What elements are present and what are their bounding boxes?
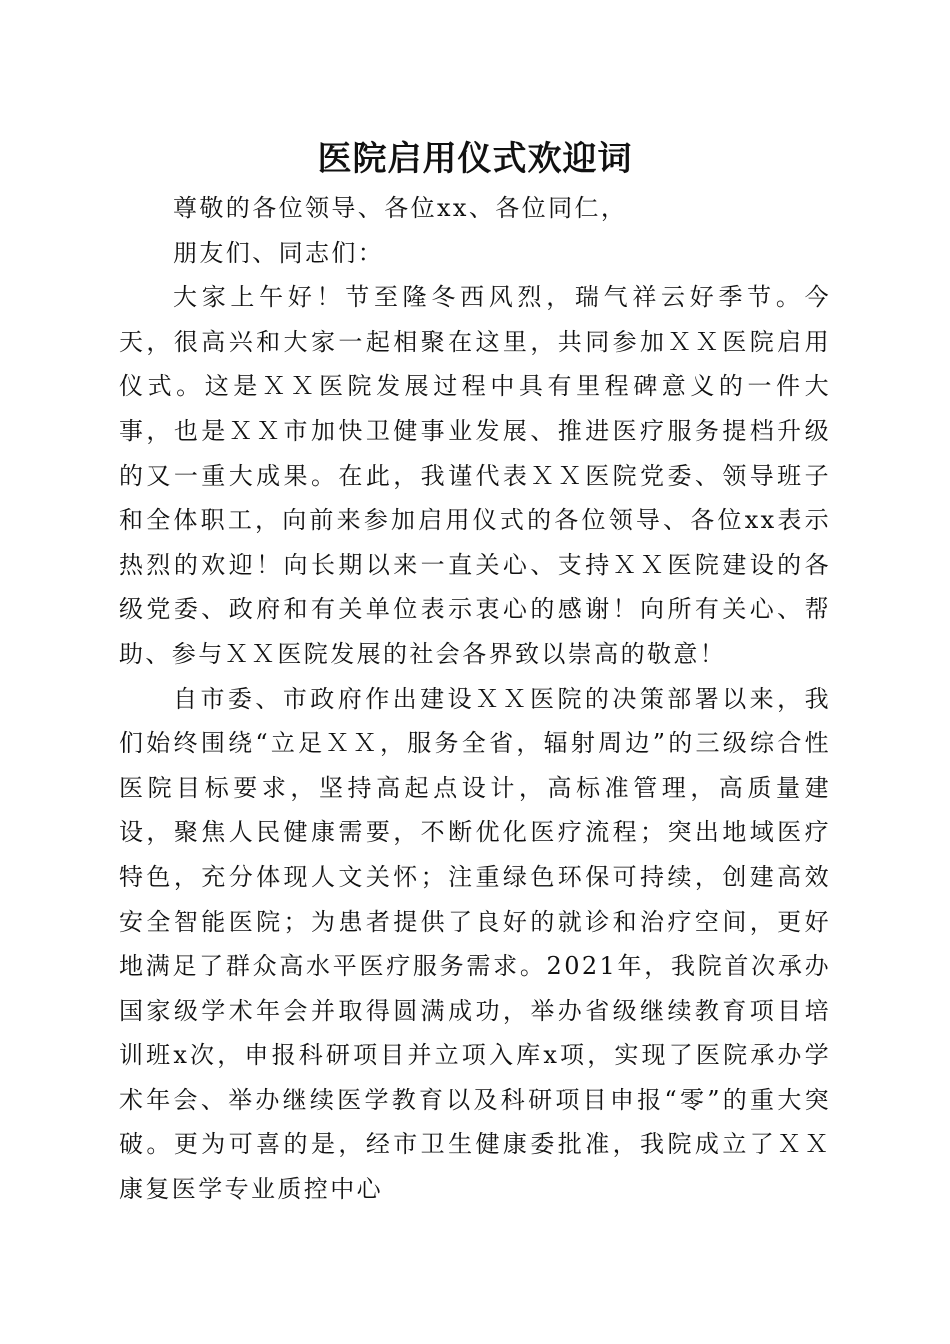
- document-title: 医院启用仪式欢迎词: [317, 139, 633, 179]
- paragraph-achievements: 自市委、市政府作出建设ＸＸ医院的决策部署以来，我们始终围绕“立足ＸＸ，服务全省，辐射周边”的三级综合性医院目标要求，坚持高起点设计，高标准管理，高质量建设，聚焦人民健康需要，不断优化医疗流程；突出地域医疗特色，充分体现人文关怀；注重绿色环保可持续，创建高效安全智能医院；为患者提供了良好的就诊和治疗空间，更好地满足了群众高水平医疗服务需求。2021年，我院首次承办国家级学术年会并取得圆满成功，举办省级继续教育项目培训班x次，申报科研项目并立项入库x项，实现了医院承办学术年会、举办继续医学教育以及科研项目申报“零”的重大突破。更为可喜的是，经市卫生健康委批准，我院成立了ＸＸ康复医学专业质控中心: [119, 684, 831, 1204]
- salutation-line-1: 尊敬的各位领导、各位xx、各位同仁，: [173, 194, 628, 222]
- document-body: [119, 186, 831, 1212]
- paragraph-welcome: 大家上午好！节至隆冬西风烈，瑞气祥云好季节。今天，很高兴和大家一起相聚在这里，共同参加ＸＸ医院启用仪式。这是ＸＸ医院发展过程中具有里程碑意义的一件大事，也是ＸＸ市加快卫健事业发展、推进医疗服务提档升级的又一重大成果。在此，我谨代表ＸＸ医院党委、领导班子和全体职工，向前来参加启用仪式的各位领导、各位xx表示热烈的欢迎！向长期以来一直关心、支持ＸＸ医院建设的各级党委、政府和有关单位表示衷心的感谢！向所有关心、帮助、参与ＸＸ医院发展的社会各界致以崇高的敬意！: [119, 283, 831, 668]
- salutation-line-2: 朋友们、同志们：: [173, 238, 385, 267]
